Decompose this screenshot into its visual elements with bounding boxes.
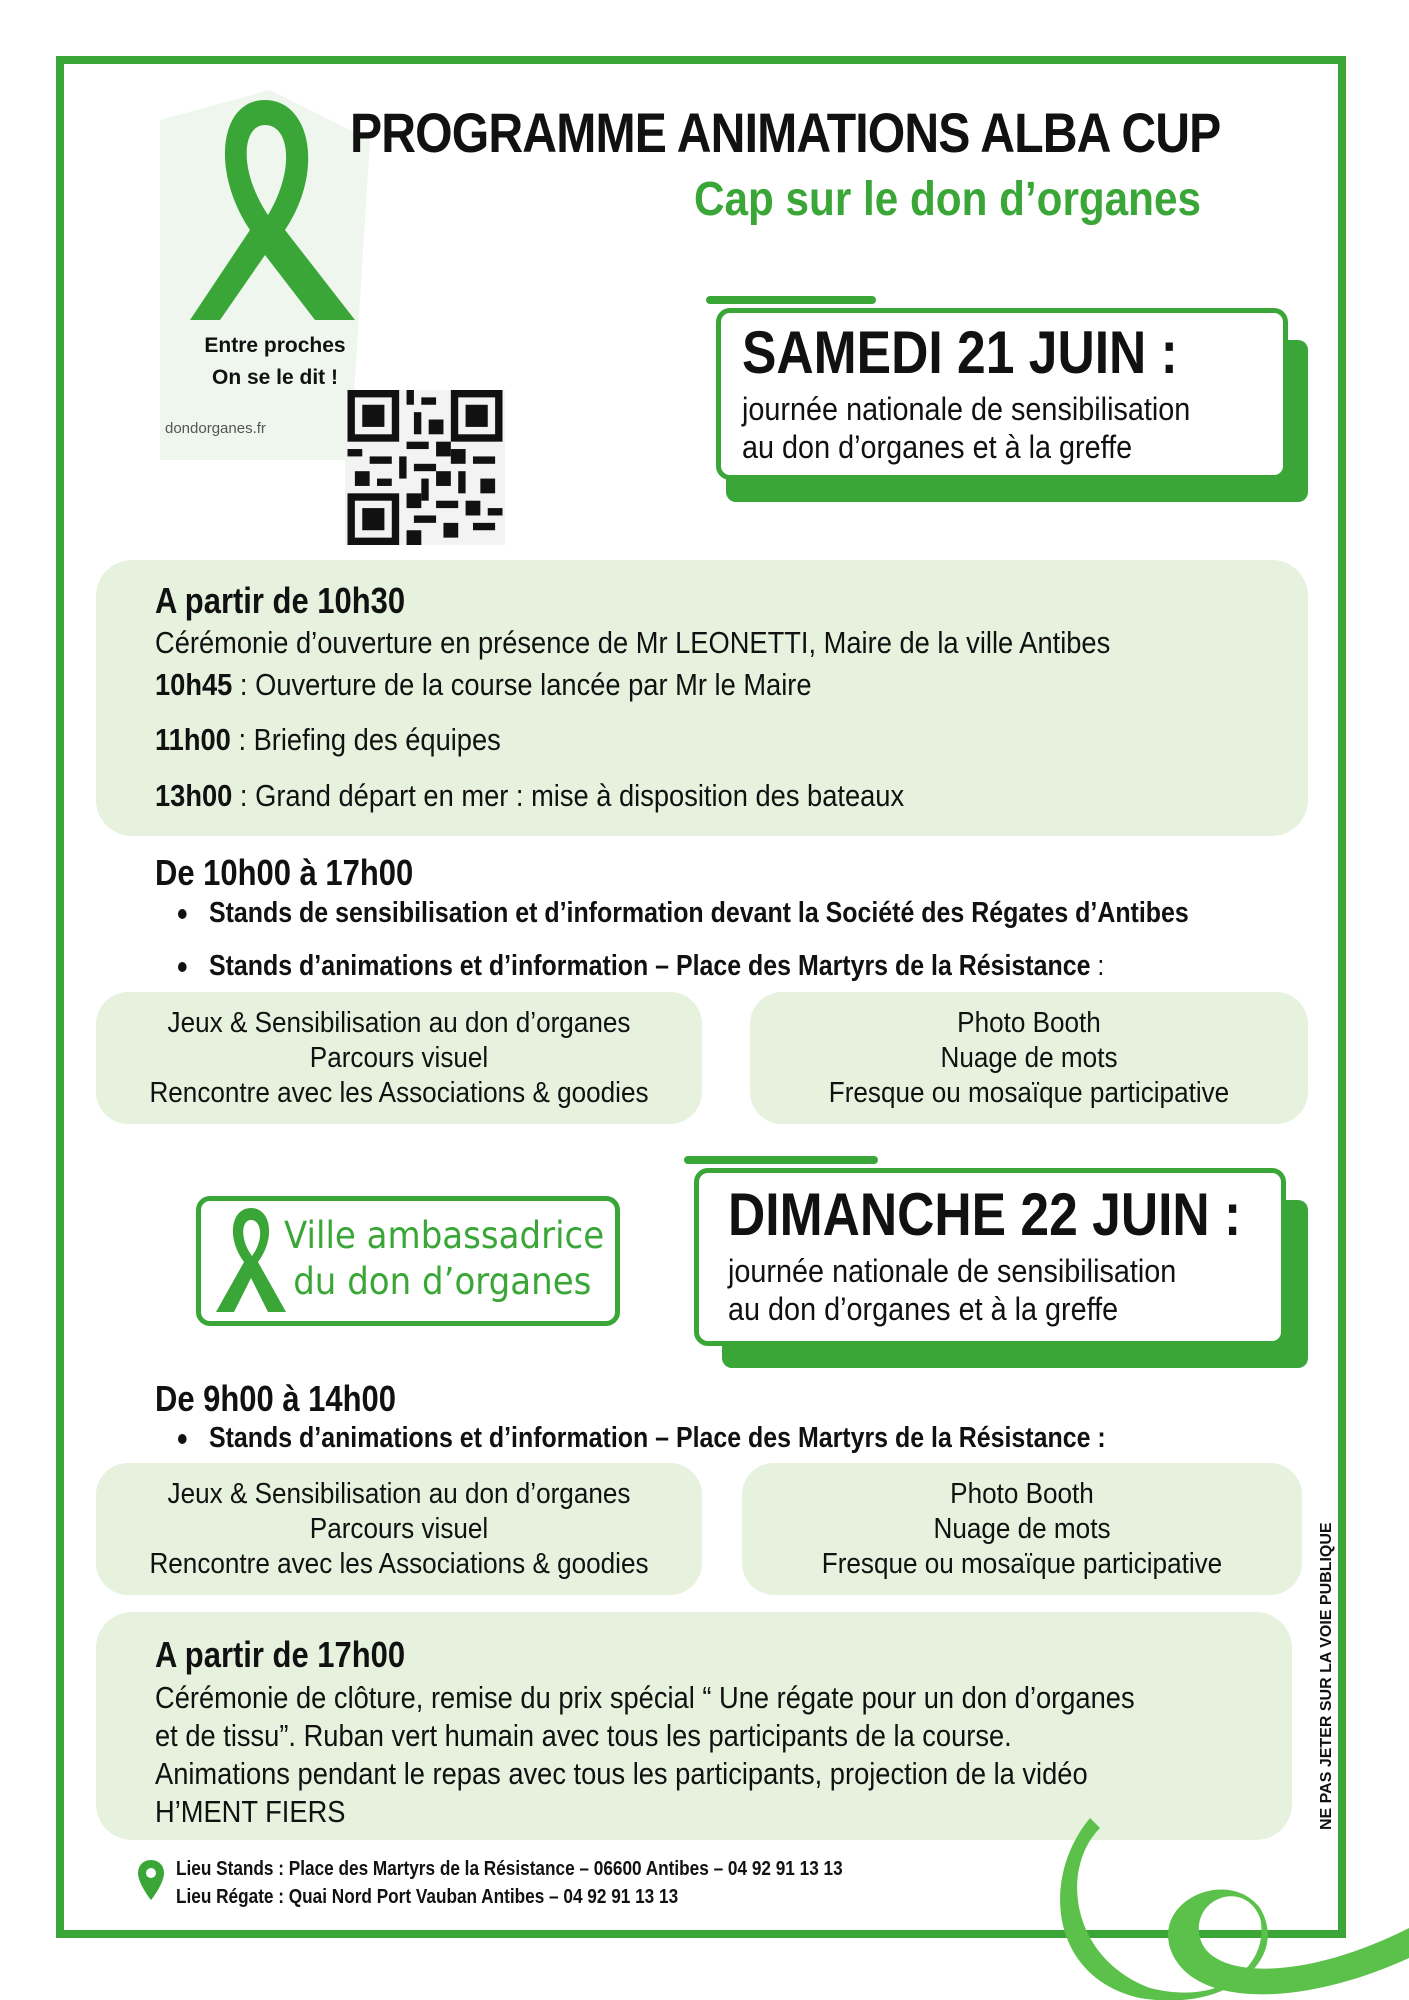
dimanche-desc: journée nationale de sensibilisation au don d’organes et à la greffe [728,1253,1177,1327]
closing-line: Animations pendant le repas avec tous les participants, projection de la vidéo [155,1756,1088,1791]
green-ribbon-icon [206,1204,296,1318]
bullet-item: Stands d’animations et d’information – Place des Martyrs de la Résistance : [178,950,1104,983]
samedi-desc: journée nationale de sensibilisation au don d’organes et à la greffe [742,391,1191,465]
bullet-item: Stands de sensibilisation et d’information devant la Société des Régates d’Antibes [178,897,1189,930]
samedi-box-tab [706,296,876,304]
location-pin-icon [136,1858,166,1906]
samedi-morning-heading: A partir de 10h30 [155,580,406,621]
samedi-activities-left: Jeux & Sensibilisation au don d’organes Parcours visuel Rencontre avec les Associations & goodies [96,992,702,1124]
ville-ambassadrice-text: Ville ambassadrice du don d’organes [284,1214,605,1303]
closing-line: Cérémonie de clôture, remise du prix spécial “ Une régate pour un don d’organes [155,1680,1135,1715]
samedi-stands-heading: De 10h00 à 17h00 [155,852,414,893]
closing-line: et de tissu”. Ruban vert humain avec tous les participants de la course. [155,1718,1012,1753]
schedule-item: 10h45 : Ouverture de la course lancée par Mr le Maire [155,667,812,702]
side-note: NE PAS JETER SUR LA VOIE PUBLIQUE [1318,1522,1335,1830]
dimanche-stands-heading: De 9h00 à 14h00 [155,1378,396,1419]
closing-line: H’MENT FIERS [155,1794,346,1829]
closing-heading: A partir de 17h00 [155,1634,406,1675]
dimanche-title: DIMANCHE 22 JUIN : [728,1181,1242,1248]
footer-line: Lieu Régate : Quai Nord Port Vauban Antibes – 04 92 91 13 13 [176,1886,679,1908]
footer-line: Lieu Stands : Place des Martyrs de la Résistance – 06600 Antibes – 04 92 91 13 13 [176,1858,843,1880]
schedule-item: 13h00 : Grand départ en mer : mise à disposition des bateaux [155,778,905,813]
curl-ribbon-icon [1040,1808,1409,2000]
ribbon-slogan: Entre proches On se le dit ! [204,334,346,389]
samedi-title: SAMEDI 21 JUIN : [742,319,1178,386]
samedi-ceremony-line: Cérémonie d’ouverture en présence de Mr LEONETTI, Maire de la ville Antibes [155,625,1111,660]
dimanche-box-tab [684,1156,878,1164]
schedule-item: 11h00 : Briefing des équipes [155,722,501,757]
samedi-activities-right: Photo Booth Nuage de mots Fresque ou mosaïque participative [750,992,1308,1124]
page-subtitle: Cap sur le don d’organes [694,173,1201,226]
dimanche-activities-right: Photo Booth Nuage de mots Fresque ou mosaïque participative [742,1463,1302,1595]
page-title: PROGRAMME ANIMATIONS ALBA CUP [350,101,1221,164]
qr-code-icon [345,390,505,545]
ribbon-url: dondorganes.fr [165,420,266,437]
dimanche-activities-left: Jeux & Sensibilisation au don d’organes Parcours visuel Rencontre avec les Associations & goodies [96,1463,702,1595]
bullet-item: Stands d’animations et d’information – Place des Martyrs de la Résistance : [178,1422,1106,1455]
